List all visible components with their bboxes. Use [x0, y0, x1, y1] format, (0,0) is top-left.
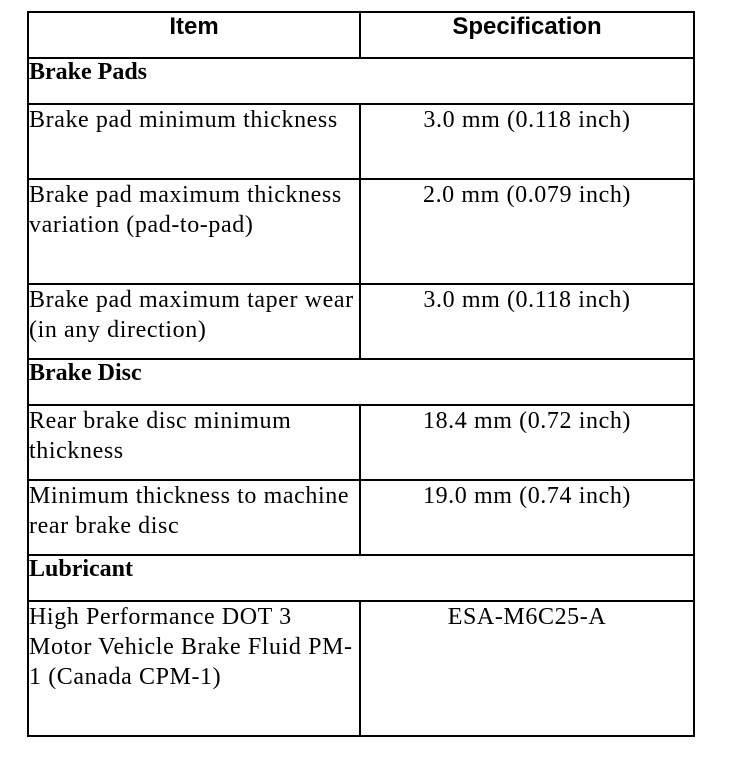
- spec-cell: 3.0 mm (0.118 inch): [360, 104, 694, 179]
- header-row: [28, 12, 694, 58]
- spec-cell: ESA-M6C25-A: [360, 601, 694, 736]
- item-column-header: Item: [28, 12, 360, 58]
- item-cell: Brake pad maximum taper wear (in any direction): [28, 284, 360, 359]
- spec-cell: 19.0 mm (0.74 inch): [360, 480, 694, 555]
- specification-table: [27, 11, 695, 737]
- item-cell: Minimum thickness to machine rear brake disc: [28, 480, 360, 555]
- item-cell: Brake pad maximum thickness variation (pad-to-pad): [28, 179, 360, 284]
- item-cell: High Performance DOT 3 Motor Vehicle Brake Fluid PM-1 (Canada CPM-1): [28, 601, 360, 736]
- section-title: Brake Pads: [28, 58, 694, 104]
- section-row-brake-disc: [28, 359, 694, 405]
- item-cell: Brake pad minimum thickness: [28, 104, 360, 179]
- table-row: [28, 179, 694, 284]
- spec-cell: 3.0 mm (0.118 inch): [360, 284, 694, 359]
- table-row: [28, 104, 694, 179]
- table-row: [28, 480, 694, 555]
- specification-column-header: Specification: [360, 12, 694, 58]
- table-row: [28, 284, 694, 359]
- table-row: [28, 405, 694, 480]
- spec-cell: 18.4 mm (0.72 inch): [360, 405, 694, 480]
- section-title: Lubricant: [28, 555, 694, 601]
- table-row: [28, 601, 694, 736]
- section-row-lubricant: [28, 555, 694, 601]
- spec-cell: 2.0 mm (0.079 inch): [360, 179, 694, 284]
- section-row-brake-pads: [28, 58, 694, 104]
- section-title: Brake Disc: [28, 359, 694, 405]
- item-cell: Rear brake disc minimum thickness: [28, 405, 360, 480]
